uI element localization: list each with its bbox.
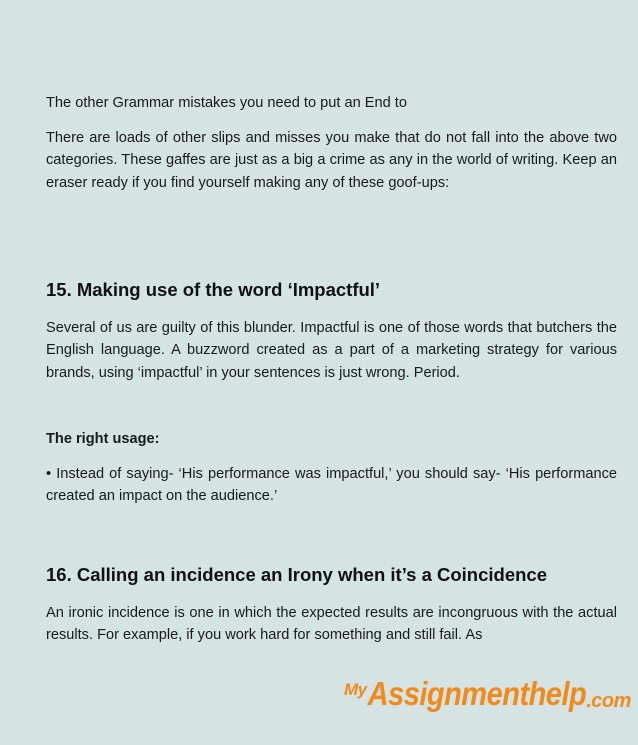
logo-prefix: My bbox=[344, 680, 367, 699]
intro-paragraph: There are loads of other slips and misses you make that do not fall into the above two categories. These gaffes are just as a big a crime as any in the world of writing. Keep an eraser ready if you find yourself making any of these goof-ups: bbox=[46, 130, 617, 191]
right-usage-label: The right usage: bbox=[46, 431, 160, 447]
section-16-title: 16. Calling an incidence an Irony when it’s a Coincidence bbox=[46, 564, 547, 585]
section-15-title: 15. Making use of the word ‘Impactful’ bbox=[46, 279, 381, 300]
right-usage-example: • Instead of saying- ‘His performance was impactful,’ you should say- ‘His performance created an impact on the audience.’ bbox=[46, 466, 617, 505]
section-15-paragraph: Several of us are guilty of this blunder. Impactful is one of those words that butchers the English language. A buzzword created as a part of a marketing strategy for various brands, using ‘impactful’ in your sentences is just wrong. Period. bbox=[46, 320, 617, 381]
brand-logo bbox=[344, 662, 631, 714]
intro-heading: The other Grammar mistakes you need to put an End to bbox=[46, 95, 407, 111]
logo-brand: Assignmenthelp bbox=[367, 676, 587, 714]
section-16-paragraph: An ironic incidence is one in which the expected results are incongruous with the actual results. For example, if you work hard for something and still fail. As bbox=[46, 605, 617, 644]
logo-suffix: .com bbox=[586, 690, 631, 712]
